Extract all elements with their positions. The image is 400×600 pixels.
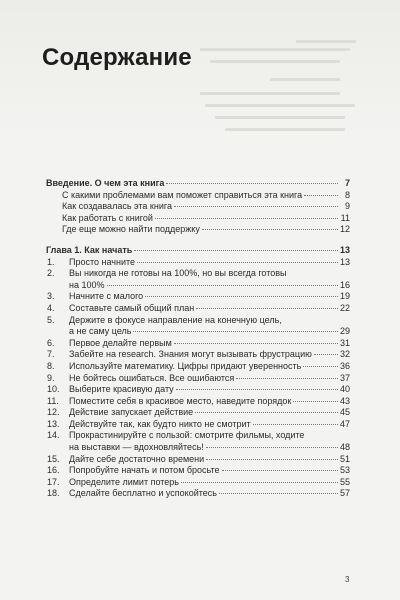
toc-entry-label: Начните с малого xyxy=(69,291,144,302)
toc-entry[interactable] xyxy=(46,201,350,213)
toc-entry-number: 2. xyxy=(47,268,55,279)
toc-entry[interactable] xyxy=(46,373,350,385)
toc-page-number: 12 xyxy=(339,224,350,235)
toc-entry-number: 5. xyxy=(47,314,55,325)
toc-entry-continuation[interactable] xyxy=(46,442,350,454)
toc-entry-label: Дайте себе достаточно времени xyxy=(69,453,205,464)
leader-dots xyxy=(206,459,338,460)
toc-page-number: 48 xyxy=(339,442,350,453)
leader-dots xyxy=(174,206,338,207)
toc-entry[interactable] xyxy=(46,213,350,225)
toc-entry[interactable] xyxy=(46,419,350,431)
toc-entry[interactable] xyxy=(46,488,350,500)
toc-entry-label: Как работать с книгой xyxy=(62,212,153,223)
toc-entry-label: Первое делайте первым xyxy=(69,337,172,348)
toc-section-label: Введение. О чем эта книга xyxy=(46,178,165,188)
toc-page-number: 43 xyxy=(339,395,350,406)
toc-entry[interactable] xyxy=(46,407,350,419)
toc-entry-number: 8. xyxy=(47,360,55,371)
toc-entry-label: Как создавалась эта книга xyxy=(62,201,172,212)
toc-entry-number: 13. xyxy=(47,418,60,429)
toc-page-number: 11 xyxy=(340,212,350,223)
toc-entry-number: 6. xyxy=(47,337,55,348)
toc-entry-number: 16. xyxy=(47,465,60,476)
toc-page-number: 57 xyxy=(339,488,350,499)
toc-entry-label: Определите лимит потерь xyxy=(69,476,179,487)
leader-dots xyxy=(196,308,338,309)
toc-entry-number: 1. xyxy=(47,256,55,267)
toc-entry[interactable] xyxy=(46,396,350,408)
toc-entry[interactable] xyxy=(46,361,350,373)
toc-entry-number: 3. xyxy=(47,291,55,302)
toc-page-number: 22 xyxy=(339,302,350,313)
toc-entry-number: 12. xyxy=(47,407,60,418)
toc-page-number: 19 xyxy=(339,291,350,302)
toc-entry-label: Действуйте так, как будто никто не смотрит xyxy=(69,418,251,429)
toc-entry-label: Просто начните xyxy=(69,256,135,267)
page-title: Содержание xyxy=(42,44,192,71)
toc-page-number: 37 xyxy=(339,372,350,383)
toc-section-label: Глава 1. Как начать xyxy=(46,244,133,255)
toc-entry[interactable] xyxy=(46,224,350,236)
toc-entry-label: С какими проблемами вам поможет справиться эта книга xyxy=(62,189,303,200)
toc-entry[interactable] xyxy=(46,257,350,269)
toc-entry-number: 18. xyxy=(47,488,60,499)
toc-entry-label: Прокрастинируйте с пользой: смотрите фильмы, ходите xyxy=(69,430,305,441)
toc-entry-label: Не бойтесь ошибаться. Все ошибаются xyxy=(69,372,235,383)
page-number: 3 xyxy=(345,575,350,584)
toc-entry-label-cont: на 100% xyxy=(69,279,105,290)
leader-dots xyxy=(314,354,338,355)
toc-entry-label: Попробуйте начать и потом бросьте xyxy=(69,465,220,476)
toc-entry-label: Составьте самый общий план xyxy=(69,302,195,313)
leader-dots xyxy=(206,447,338,448)
leader-dots xyxy=(253,424,338,425)
toc-entry-label: Где еще можно найти поддержку xyxy=(62,224,200,235)
toc-page-number: 36 xyxy=(339,360,350,371)
toc-page-number: 45 xyxy=(339,407,350,418)
toc-entry[interactable] xyxy=(46,291,350,303)
toc-entry[interactable] xyxy=(46,465,350,477)
leader-dots xyxy=(137,262,338,263)
toc-entry-label: Держите в фокусе направление на конечную цель, xyxy=(69,314,282,325)
toc-page-number: 9 xyxy=(344,201,350,212)
toc-entry[interactable] xyxy=(46,190,350,202)
leader-dots xyxy=(236,378,338,379)
toc-entry-label: Используйте математику. Цифры придают уверенность xyxy=(69,360,302,371)
toc-entry[interactable] xyxy=(46,477,350,489)
leader-dots xyxy=(107,285,338,286)
toc-page-number: 47 xyxy=(339,418,350,429)
leader-dots xyxy=(202,229,338,230)
toc-section-chapter-1[interactable] xyxy=(46,245,350,257)
toc-page-number: 55 xyxy=(339,476,350,487)
leader-dots xyxy=(134,250,338,251)
toc-entry-label: Действие запускает действие xyxy=(69,407,194,418)
toc-page-number: 31 xyxy=(339,337,350,348)
toc-entry-label: Забейте на research. Знания могут вызывать фрустрацию xyxy=(69,349,312,360)
toc-entry-number: 9. xyxy=(47,372,55,383)
leader-dots xyxy=(293,401,338,402)
table-of-contents xyxy=(46,178,350,500)
toc-entry[interactable] xyxy=(46,268,350,280)
toc-entry[interactable] xyxy=(46,384,350,396)
toc-page-number: 51 xyxy=(339,453,350,464)
toc-entry-label: Вы никогда не готовы на 100%, но вы всегда готовы xyxy=(69,268,287,279)
toc-entry[interactable] xyxy=(46,454,350,466)
toc-entry[interactable] xyxy=(46,338,350,350)
toc-entry-number: 10. xyxy=(47,384,60,395)
toc-page-number: 53 xyxy=(339,465,350,476)
toc-entry-label: Выберите красивую дату xyxy=(69,384,174,395)
leader-dots xyxy=(174,343,338,344)
toc-entry-label-cont: на выставки — вдохновляйтесь! xyxy=(69,442,204,453)
leader-dots xyxy=(219,493,338,494)
toc-entry-number: 14. xyxy=(47,430,60,441)
toc-page-number: 7 xyxy=(344,178,350,188)
toc-entry-number: 7. xyxy=(47,349,55,360)
leader-dots xyxy=(303,366,338,367)
leader-dots xyxy=(166,183,338,184)
toc-page-number: 29 xyxy=(339,326,350,337)
toc-entry[interactable] xyxy=(46,349,350,361)
toc-page-number: 13 xyxy=(339,244,350,255)
toc-entry-continuation[interactable] xyxy=(46,326,350,338)
toc-entry-number: 11. xyxy=(47,395,59,406)
leader-dots xyxy=(222,470,338,471)
toc-entry-label: Сделайте бесплатно и успокойтесь xyxy=(69,488,217,499)
toc-entry-number: 17. xyxy=(47,476,60,487)
toc-page-number: 40 xyxy=(339,384,350,395)
toc-entry-label-cont: а не саму цель xyxy=(69,326,132,337)
toc-page-number: 8 xyxy=(344,189,350,200)
toc-entry-label: Поместите себя в красивое место, наведите порядок xyxy=(69,395,292,406)
toc-entry-number: 15. xyxy=(47,453,60,464)
leader-dots xyxy=(155,218,338,219)
toc-page-number: 32 xyxy=(339,349,350,360)
leader-dots xyxy=(145,296,338,297)
toc-page-number: 16 xyxy=(339,279,350,290)
toc-entry-number: 4. xyxy=(47,302,55,313)
leader-dots xyxy=(181,482,338,483)
leader-dots xyxy=(176,389,338,390)
toc-entry[interactable] xyxy=(46,430,350,442)
toc-entry[interactable] xyxy=(46,303,350,315)
leader-dots xyxy=(133,331,338,332)
leader-dots xyxy=(304,195,338,196)
toc-page-number: 13 xyxy=(339,256,350,267)
toc-entry[interactable] xyxy=(46,315,350,327)
toc-section-intro[interactable] xyxy=(46,178,350,190)
toc-entry-continuation[interactable] xyxy=(46,280,350,292)
leader-dots xyxy=(195,412,338,413)
